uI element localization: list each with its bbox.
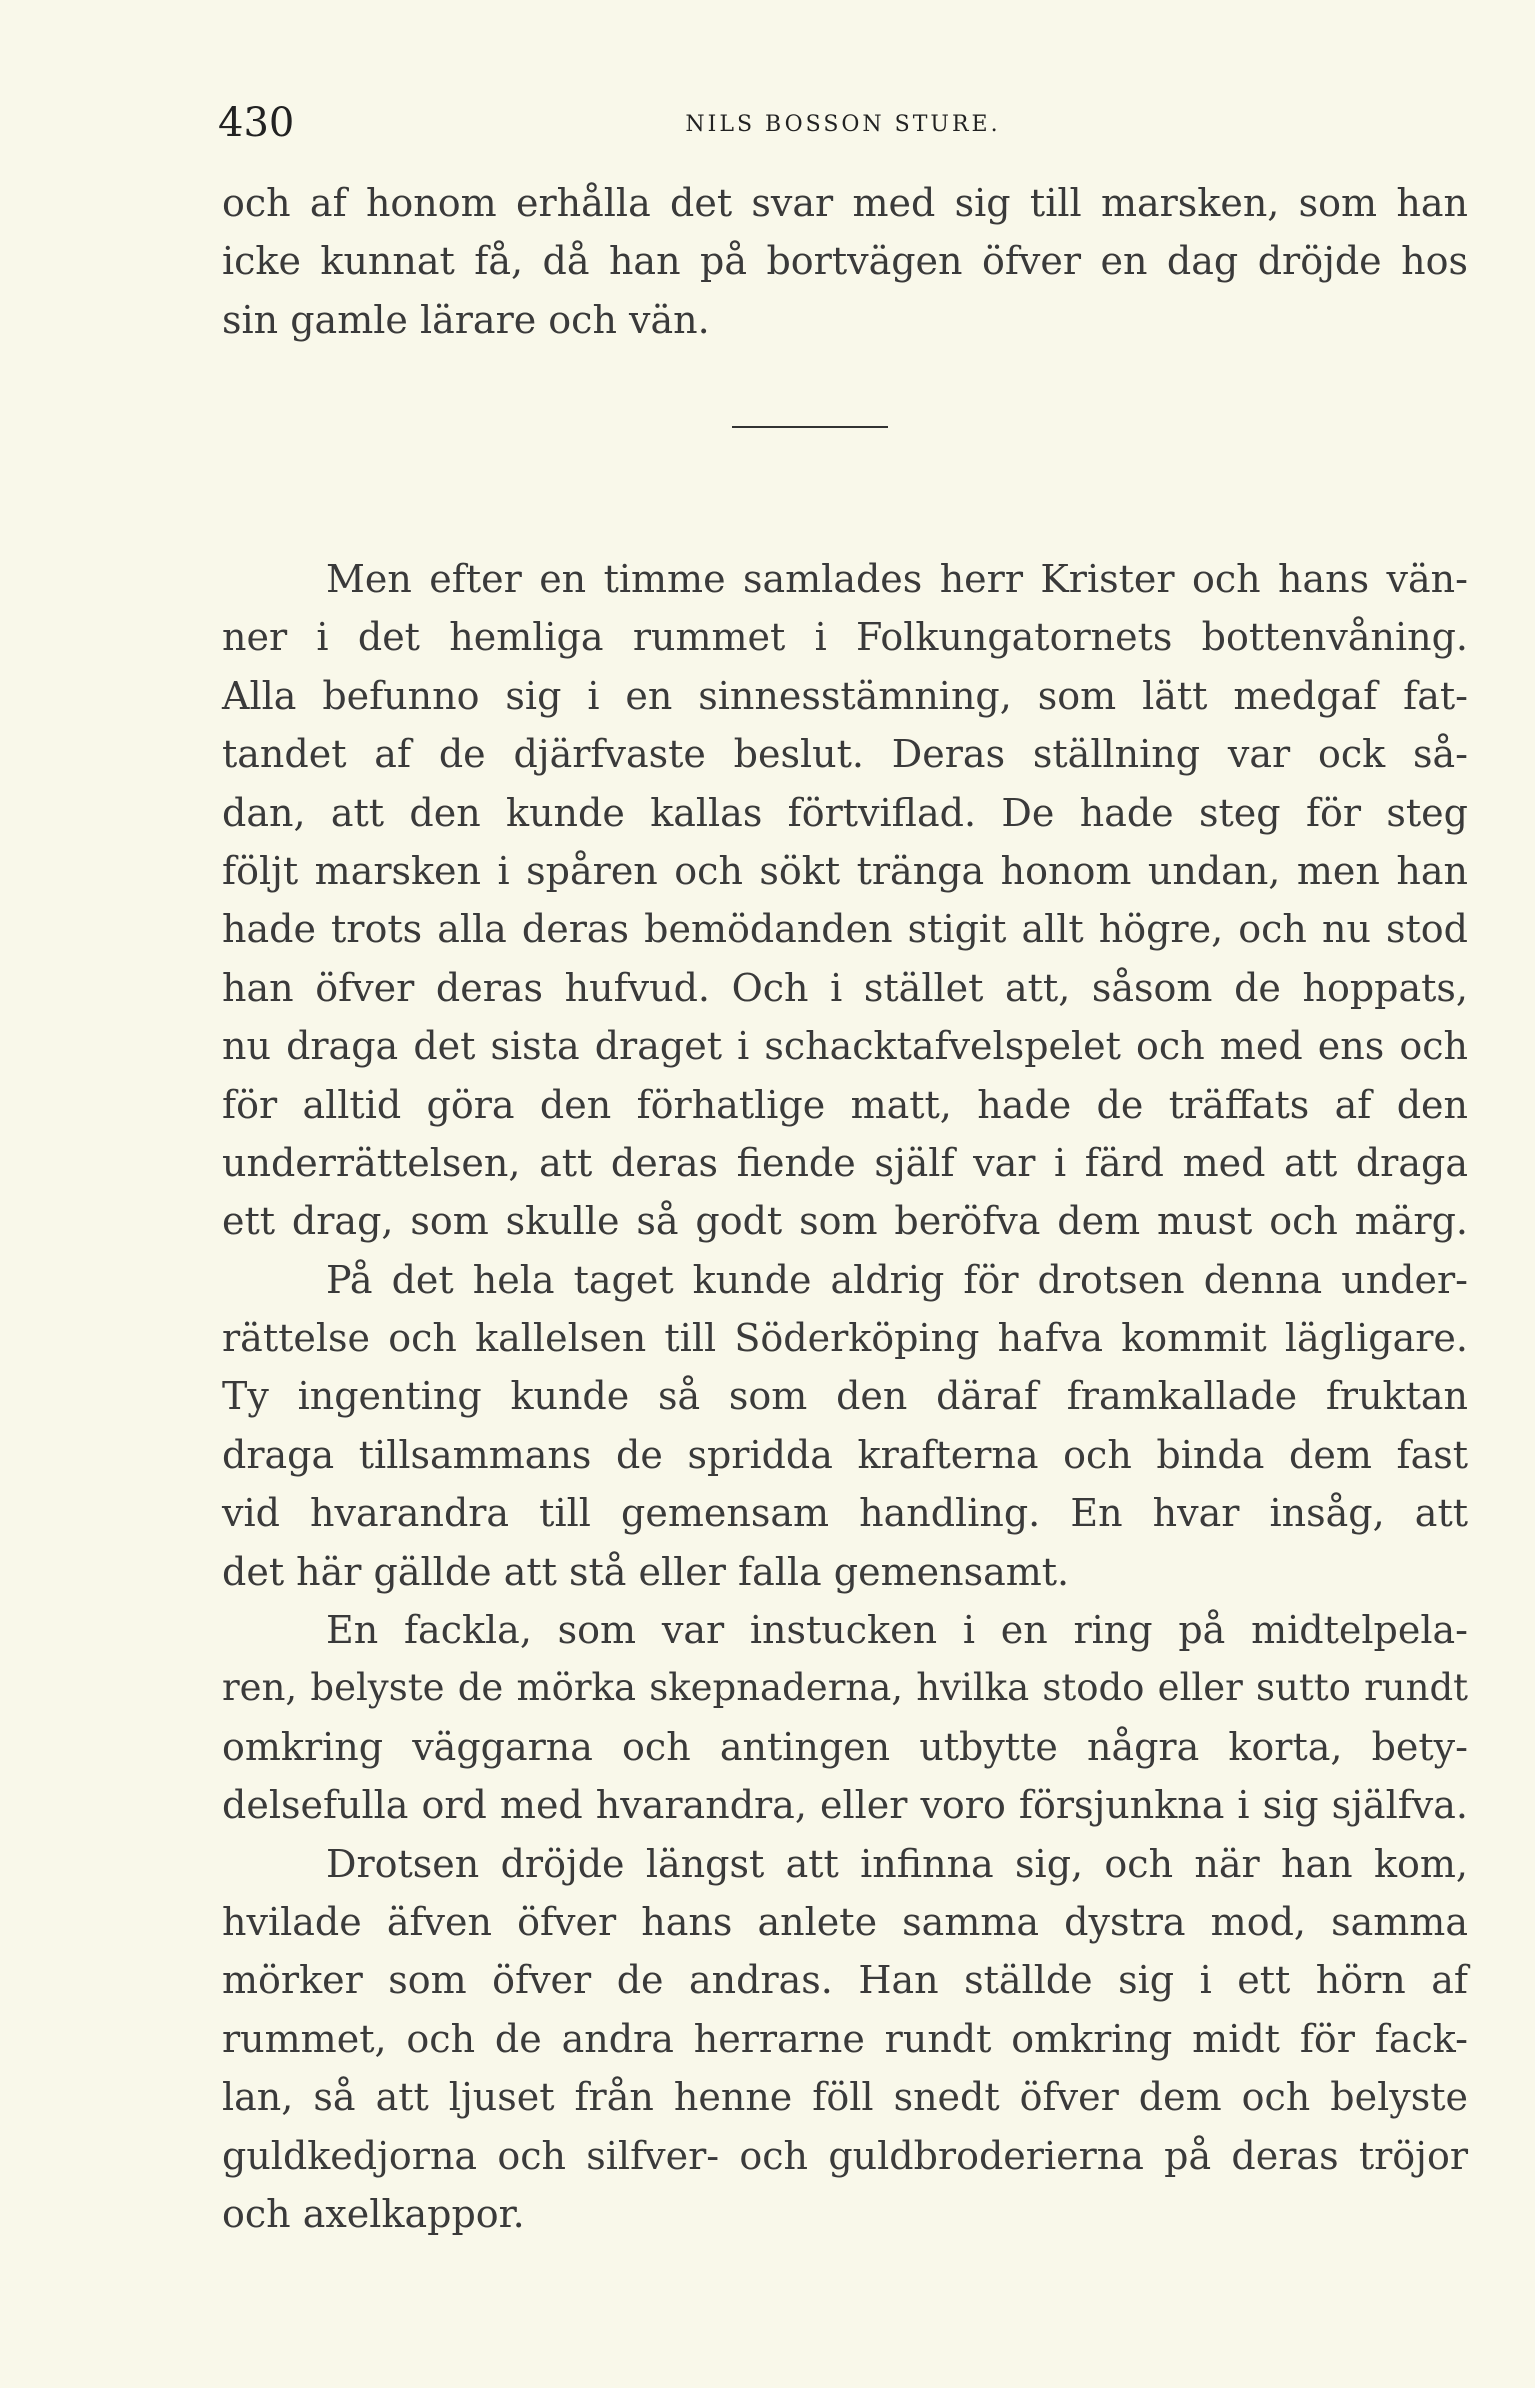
text-line: hvilade äfven öfver hans anlete samma dystra mod, samma — [222, 1899, 1468, 1944]
text-line: vid hvarandra till gemensam handling. En hvar insåg, att — [222, 1491, 1468, 1536]
text-line: Men efter en timme samlades herr Krister och hans vän- — [326, 557, 1468, 601]
text-line: underrättelsen, att deras fiende själf var i färd med att draga — [222, 1140, 1468, 1185]
text-line: En fackla, som var instucken i en ring på midtelpela- — [326, 1608, 1468, 1653]
text-line: följt marsken i spåren och sökt tränga honom undan, men han — [222, 848, 1468, 893]
text-line: och axelkappor. — [222, 2191, 525, 2236]
text-line: lan, så att ljuset från henne föll snedt öfver dem och belyste — [222, 2075, 1468, 2120]
text-line: tandet af de djärfvaste beslut. Deras ställning var ock så- — [222, 732, 1468, 777]
text-line: hade trots alla deras bemödanden stigit allt högre, och nu stod — [222, 907, 1468, 952]
text-line: icke kunnat få, då han på bortvägen öfver en dag dröjde hos — [222, 239, 1468, 284]
running-title: NILS BOSSON STURE. — [685, 112, 1001, 137]
text-line: rummet, och de andra herrarne rundt omkring midt för fack- — [222, 2016, 1468, 2061]
running-head — [218, 100, 1468, 156]
text-line: delsefulla ord med hvarandra, eller voro försjunkna i sig själfva. — [222, 1783, 1468, 1828]
text-line: guldkedjorna och silfver- och guldbroderierna på deras tröjor — [222, 2133, 1468, 2178]
text-line: och af honom erhålla det svar med sig till marsken, som han — [222, 181, 1468, 225]
text-line: ren, belyste de mörka skepnaderna, hvilka stodo eller sutto rundt — [222, 1666, 1468, 1710]
text-line: Alla befunno sig i en sinnesstämning, som lätt medgaf fat- — [222, 673, 1468, 718]
text-line: ner i det hemliga rummet i Folkungatornets bottenvåning. — [222, 615, 1468, 660]
text-line: sin gamle lärare och vän. — [222, 297, 710, 342]
text-line: Drotsen dröjde längst att infinna sig, och när han kom, — [326, 1841, 1468, 1886]
text-line: dan, att den kunde kallas förtviflad. De hade steg för steg — [222, 790, 1468, 835]
text-line: Ty ingenting kunde så som den däraf framkallade fruktan — [222, 1374, 1468, 1419]
text-line: omkring väggarna och antingen utbytte några korta, bety- — [222, 1724, 1468, 1769]
page-number: 430 — [218, 100, 295, 146]
text-line: han öfver deras hufvud. Och i stället att, såsom de hoppats, — [222, 965, 1468, 1010]
text-line: ett drag, som skulle så godt som beröfva dem must och märg. — [222, 1199, 1468, 1244]
text-line: mörker som öfver de andras. Han ställde sig i ett hörn af — [222, 1958, 1468, 2003]
text-line: för alltid göra den förhatlige matt, hade de träffats af den — [222, 1082, 1468, 1127]
text-line: På det hela taget kunde aldrig för drotsen denna under- — [326, 1257, 1468, 1302]
section-divider — [732, 426, 888, 428]
continued-paragraph — [222, 174, 1468, 349]
text-line: draga tillsammans de spridda krafterna och binda dem fast — [222, 1432, 1468, 1477]
main-text — [222, 550, 1468, 2243]
text-line: nu draga det sista draget i schacktafvelspelet och med ens och — [222, 1024, 1468, 1069]
text-line: rättelse och kallelsen till Söderköping hafva kommit lägligare. — [222, 1316, 1468, 1361]
text-line: det här gällde att stå eller falla gemensamt. — [222, 1549, 1070, 1594]
